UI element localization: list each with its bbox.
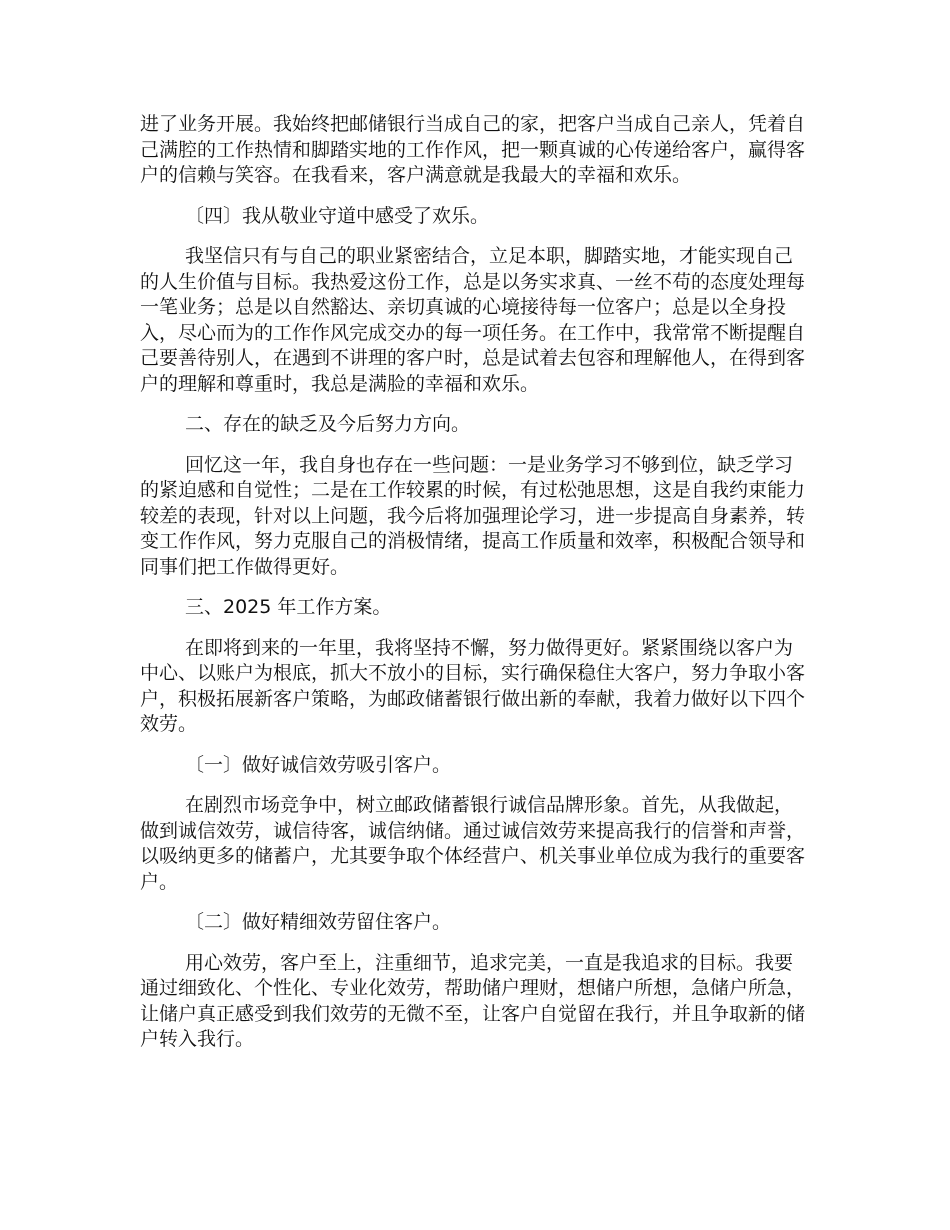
paragraph-review: 回忆这一年，我自身也存在一些问题：一是业务学习不够到位，缺乏学习的紧迫感和自觉性；二是在工作较累的时候，有过松弛思想，这是自我约束能力较差的表现，针对以上问题，我今后将加强理论学习，进一步提高自身素养，转变工作作风，努力克服自己的消极情绪，提高工作质量和效率，积极配合领导和同事们把工作做得更好。 [140, 453, 806, 578]
paragraph-dedication: 我坚信只有与自己的职业紧密结合，立足本职，脚踏实地，才能实现自己的人生价值与目标。我热爱这份工作，总是以务实求真、一丝不苟的态度处理每一笔业务；总是以自然豁达、亲切真诚的心境接待每一位客户；总是以全身投入，尽心而为的工作作风完成交办的每一项任务。在工作中，我常常不断提醒自己要善待别人，在遇到不讲理的客户时，总是试着去包容和理解他人，在得到客户的理解和尊重时，我总是满脸的幸福和欢乐。 [140, 245, 806, 395]
section-heading-plan: 三、2025 年工作方案。 [185, 596, 392, 618]
paragraph-continuation: 进了业务开展。我始终把邮储银行当成自己的家，把客户当成自己亲人，凭着自己满腔的工作热情和脚踏实地的工作作风，把一颗真诚的心传递给客户，赢得客户的信赖与笑容。在我看来，客户满意就是我最大的幸福和欢乐。 [140, 113, 806, 186]
section-subheading-two: 〔二〕做好精细效劳留住客户。 [185, 911, 452, 933]
section-subheading-one: 〔一〕做好诚信效劳吸引客户。 [185, 753, 452, 776]
paragraph-plan-intro: 在即将到来的一年里，我将坚持不懈，努力做得更好。紧紧围绕以客户为中心、以账户为根底，抓大不放小的目标，实行确保稳住大客户，努力争取小客户，积极拓展新客户策略，为邮政储蓄银行做出新的奉献，我着力做好以下四个效劳。 [140, 636, 806, 735]
paragraph-fine-service: 用心效劳，客户至上，注重细节，追求完美，一直是我追求的目标。我要通过细致化、个性化、专业化效劳，帮助储户理财，想储户所想，急储户所急，让储户真正感受到我们效劳的无微不至，让客户自觉留在我行，并且争取新的储户转入我行。 [140, 951, 806, 1050]
section-subheading-four: 〔四〕我从敬业守道中感受了欢乐。 [185, 204, 490, 227]
section-heading-shortcomings: 二、存在的缺乏及今后努力方向。 [185, 413, 471, 435]
document-page [140, 112, 810, 1068]
paragraph-integrity: 在剧烈市场竞争中，树立邮政储蓄银行诚信品牌形象。首先，从我做起，做到诚信效劳，诚信待客，诚信纳储。通过诚信效劳来提高我行的信誉和声誉，以吸纳更多的储蓄户，尤其要争取个体经营户、机关事业单位成为我行的重要客户。 [140, 794, 806, 893]
